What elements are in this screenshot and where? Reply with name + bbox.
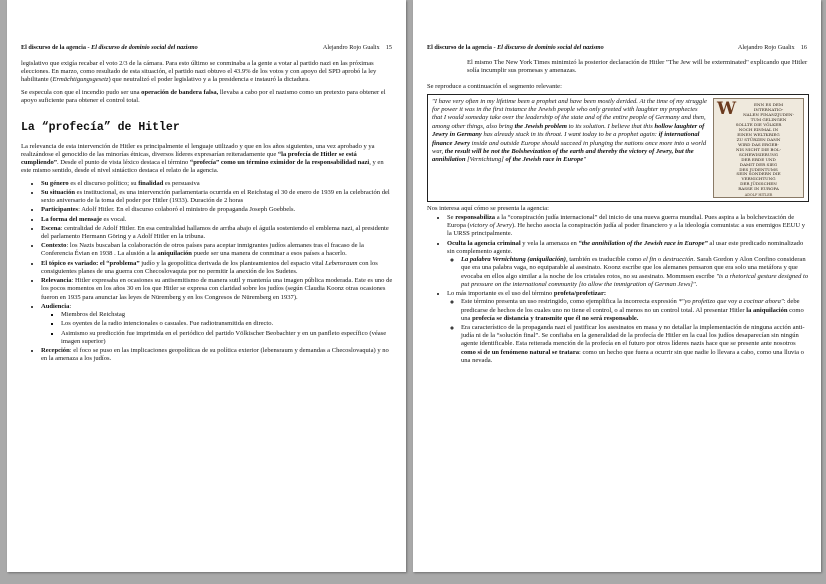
- running-header: El discurso de la agencia - El discurso de dominio social del nazismo Alejandro Rojo Gualix 16: [427, 44, 807, 51]
- header-author: Alejandro Rojo Gualix: [737, 44, 795, 51]
- paragraph: El mismo The New York Times minimizó la posterior declaración de Hitler "The Jew will be exterminated" explicando que Hitler solía incumplir sus promesas y amenazas.: [467, 59, 808, 75]
- header-author: Alejandro Rojo Gualix: [322, 44, 380, 51]
- quote-box: [427, 94, 809, 202]
- page-body: [427, 59, 809, 366]
- page-16: [413, 0, 821, 572]
- header-title: El discurso de la agencia: [21, 44, 86, 51]
- list-item: ◦ La palabra Vernichtung (aniquilación), también es traducible como el fin o destrucción. Sarah Gordon y Alon Confino consideran que era una palabra vaga, no equiparable al asesinato. Koonz escribe que los alemanes pensaron que era solo una metáfora y que evocaba en ellos algo similar a la noche de los cristales rotos, no su asesinato. Mommsen escribe "is a rhetorical gesture designed to put pressure on the international community [to allow the immigration of German Jews]".: [461, 256, 809, 289]
- analysis-list: [21, 180, 394, 364]
- paragraph: Nos interesa aquí cómo se presenta la agencia:: [427, 204, 549, 212]
- list-item: • Oculta la agencia criminal y vela la amenaza en “the annihilation of the Jewish race in Europe” al usar este predicado nominalizado sin complemento agente. ◦ La palabra Vernichtung (aniquilación), también es traducible como el fin o destrucción. Sarah Gordon y Alon Confino consideran que era una palabra vaga, no equiparable al asesinato. Koonz escribe que los alemanes pensaron que era solo una metáfora y que evocaba en ellos algo similar a la noche de los cristales rotos, no su asesinato. Mommsen escribe "is a rhetorical gesture designed to put pressure on the international community [to allow the immigration of German Jews]".: [447, 240, 809, 289]
- header-subtitle: El discurso de dominio social del nazismo: [91, 44, 198, 51]
- speech-quote: "I have very often in my lifetime been a prophet and have been mostly derided. At the time of my struggle for power it was in the first instance the Jewish people who only greeted with laughter my prophecies that I would someday take over the leadership of the state and of the entire people of Germany and then, among other things, also bring the Jewish problem to its solution. I believe that this hollow laughter of Jewry in Germany has already stuck in its throat. I want today to be a prophet again: if international finance Jewry inside and outside Europe should succeed in plunging the nations once more into a world war, the result will be not the Bolshevization of the earth and thereby the victory of Jewry, but the annihilation [Vernichtung] of the Jewish race in Europe": [432, 97, 707, 164]
- sub-list: [447, 256, 809, 289]
- list-item: • Su situación es institucional, es una intervención parlamentaria ocurrida en el Reichstag el 30 de enero de 1939 en la celebración del sexto aniversario de la toma del poder por Hitler (1933). Duración de 2 horas: [41, 189, 394, 205]
- list-item: ▪ Miembros del Reichstag: [61, 311, 394, 319]
- list-item: ◦ Este término presenta un uso restringido, como ejemplifica la incorrecta expresión *"yo profetizo que voy a cocinar ahora": debe predicarse de hechos de los cuales uno no tiene el control, o al menos no un control total. Al presentar Hitler la aniquilación como una profecía se distancia y transmite que él no será responsable.: [461, 298, 809, 323]
- poster-text: ENN ES DEM INTERNATIO- NALEN FINANZJUDEN- TUM GELINGEN SOLLTE DIE VÖLKER NOCH EINMAL IN EINEN WELTKRIEG ZU STÜRZEN DANN WIRD DAS ERGEB- NIS NICHT DIE BOL- SCHEWISIERUNG DER ERDE UND DAMIT DER SIEG DES JUDENTUMS SEIN SONDERN DIE VERNICHTUNG DER JÜDISCHEN RASSE IN EUROPA: [735, 101, 794, 192]
- list-item: ◦ Era característico de la propaganda nazi el justificar los asesinatos en masa y no detallar la implementación de ninguna acción anti-judía ni de la “solución final”. Se confiaba en la generalidad de la profecía de Hitler en la cual los judíos desaparecían sin ningún agente identificable. Esta reiterada mención de la profecía en el futuro por otros líderes nazis hace que se presente ante nosotros como si de un fenómeno natural se tratara: como un hecho que fuera a ocurrir sin que nadie lo llevara a cabo, como una lluvia o una nevada.: [461, 324, 809, 365]
- paragraph: La relevancia de esta intervención de Hitler es principalmente el lenguaje utilizado y que en los años siguientes, una vez aprobado y ya realizándose el genocidio de las minorías étnicas, diversos líderes expresarían reiteradamente que “la profecía de Hitler se está cumpliendo”. Desde el punto de vista léxico destaca el término “profecía” como un término eximidor de la responsabilidad nazi, y en este mismo sentido, desde el nivel sintáctico destaca el relato de la agencia.: [21, 142, 384, 175]
- paragraph: Se reproduce a continuación el segmento relevante:: [427, 83, 562, 91]
- list-item: • Relevancia: Hitler expresaba en ocasiones su antisemitismo de manera sutil y mantenía una imagen pública moderada. Este es uno de los pocos momentos en los años 30 en los que Hitler se expresa con claridad sobre los judíos (según Claudia Koonz otras ocasiones fueron en 1935 para anunciar las leyes de Nüremberg y en los Congresos de Nüremberg en 1937).: [41, 277, 394, 302]
- list-item: • Contexto: los Nazis buscaban la colaboración de otros países para aceptar inmigrantes judíos alemanes tras el fracaso de la Conferencia Évian en 1938 . La alusión a la aniquilación puede ser una manera de conminar a esos países a hacerlo.: [41, 242, 394, 258]
- page-15: [7, 0, 406, 572]
- paragraph: Se especula con que el incendio pudo ser una operación de bandera falsa, llevaba a cabo por el nazismo como un pretexto para obtener el apoyo suficiente para obtener el control total.: [21, 88, 386, 104]
- list-item: • Lo más importante es el uso del término profeta/profetizar: ◦ Este término presenta un uso restringido, como ejemplifica la incorrecta expresión *"yo profetizo que voy a cocinar ahora": debe predicarse de hechos de los cuales uno no tiene el control, o al menos no un control total. Al presentar Hitler la aniquilación como una profecía se distancia y transmite que él no será responsable. ◦ Era característico de la propaganda nazi el justificar los asesinatos en masa y no detallar la implementación de ninguna acción anti-judía ni de la “solución final”. Se confiaba en la generalidad de la profecía de Hitler en la cual los judíos desaparecían sin ningún agente identificable. Esta reiterada mención de la profecía en el futuro por otros líderes nazis hace que se presente ante nosotros como si de un fenómeno natural se tratara: como un hecho que fuera a ocurrir sin que nadie lo llevara a cabo, como una lluvia o una nevada.: [447, 290, 809, 365]
- page-number: 16: [800, 44, 807, 51]
- list-item: ▪ Asimismo su predicción fue imprimida en el periódico del partido Völkischer Beobachter y en un panfleto específico (véase imagen superior): [61, 330, 394, 346]
- list-item: • Audiencia: ▪ Miembros del Reichstag ▪ Los oyentes de la radio intencionales o casuales. Fue radiotransmitida en directo. ▪ Asimismo su predicción fue imprimida en el periódico del partido Völkischer Beobachter y en un panfleto específico (véase imagen superior): [41, 303, 394, 346]
- list-item: • La forma del mensaje es vocal.: [41, 216, 394, 224]
- list-item: • Participantes: Adolf Hitler. En el discurso colaboró el ministro de propaganda Joseph Goebbels.: [41, 206, 394, 214]
- page-number: 15: [385, 44, 392, 51]
- list-item: • Su género es el discurso político; su finalidad es persuasiva: [41, 180, 394, 188]
- page-body: [21, 60, 394, 365]
- paragraph: legislativo que exigía recabar el voto 2/3 de la cámara. Para esto último se conminaba a la gente a votar al partido nazi en las próximas elecciones. En marzo, como resultado de esta situación, el partido nazi obtuvo el 43.9% de los votos y con apoyo del SPD aprobó la ley habilitante (Ermächtigungsgesetz) que neutralizó el poder legislativo y a la presidencia e instauró la dictadura.: [21, 60, 377, 84]
- header-title: El discurso de la agencia: [427, 44, 492, 51]
- agency-list: [427, 214, 809, 365]
- audience-list: [41, 311, 394, 346]
- sub-list: [447, 298, 809, 365]
- list-item: • Recepción: el foco se puso en las implicaciones geopolíticas de su política exterior (lebensraum y demandas a Checoslovaquia) y no en la amenaza a los judíos.: [41, 347, 394, 363]
- poster-initial: W: [717, 98, 737, 119]
- propaganda-poster-image: [713, 98, 804, 198]
- poster-signature: ADOLF HITLER: [744, 193, 773, 198]
- header-subtitle: El discurso de dominio social del nazismo: [497, 44, 604, 51]
- list-item: ▪ Los oyentes de la radio intencionales o casuales. Fue radiotransmitida en directo.: [61, 320, 394, 328]
- list-item: • Se responsabiliza a la “conspiración judía internacional” del inicio de una nueva guerra mundial. Pues aspira a la bolchevización de Europa (victory of Jewry). He hecho asocia la conspiración judía al poder financiero y a la ideología comunista: a sus enemigos EEUU y la URSS principalmente.: [447, 214, 809, 239]
- list-item: • El tópico es variado: el “problema” judío y la geopolítica derivada de los planteamientos del espacio vital Lebensraum con los consiguientes planes de una guerra con Checoslovaquia por no permitir la anexión de los Sudetes.: [41, 260, 394, 276]
- list-item: • Escena: centralidad de Adolf Hitler. En esa centralidad hallamos de arriba abajo el águila sosteniendo el emblema nazi, al presidente del parlamento Hermann Göring y a Adolf Hitler en la tribuna.: [41, 225, 394, 241]
- section-heading: La “profecía” de Hitler: [21, 121, 180, 135]
- running-header: El discurso de la agencia - El discurso de dominio social del nazismo Alejandro Rojo Gualix 15: [21, 44, 392, 51]
